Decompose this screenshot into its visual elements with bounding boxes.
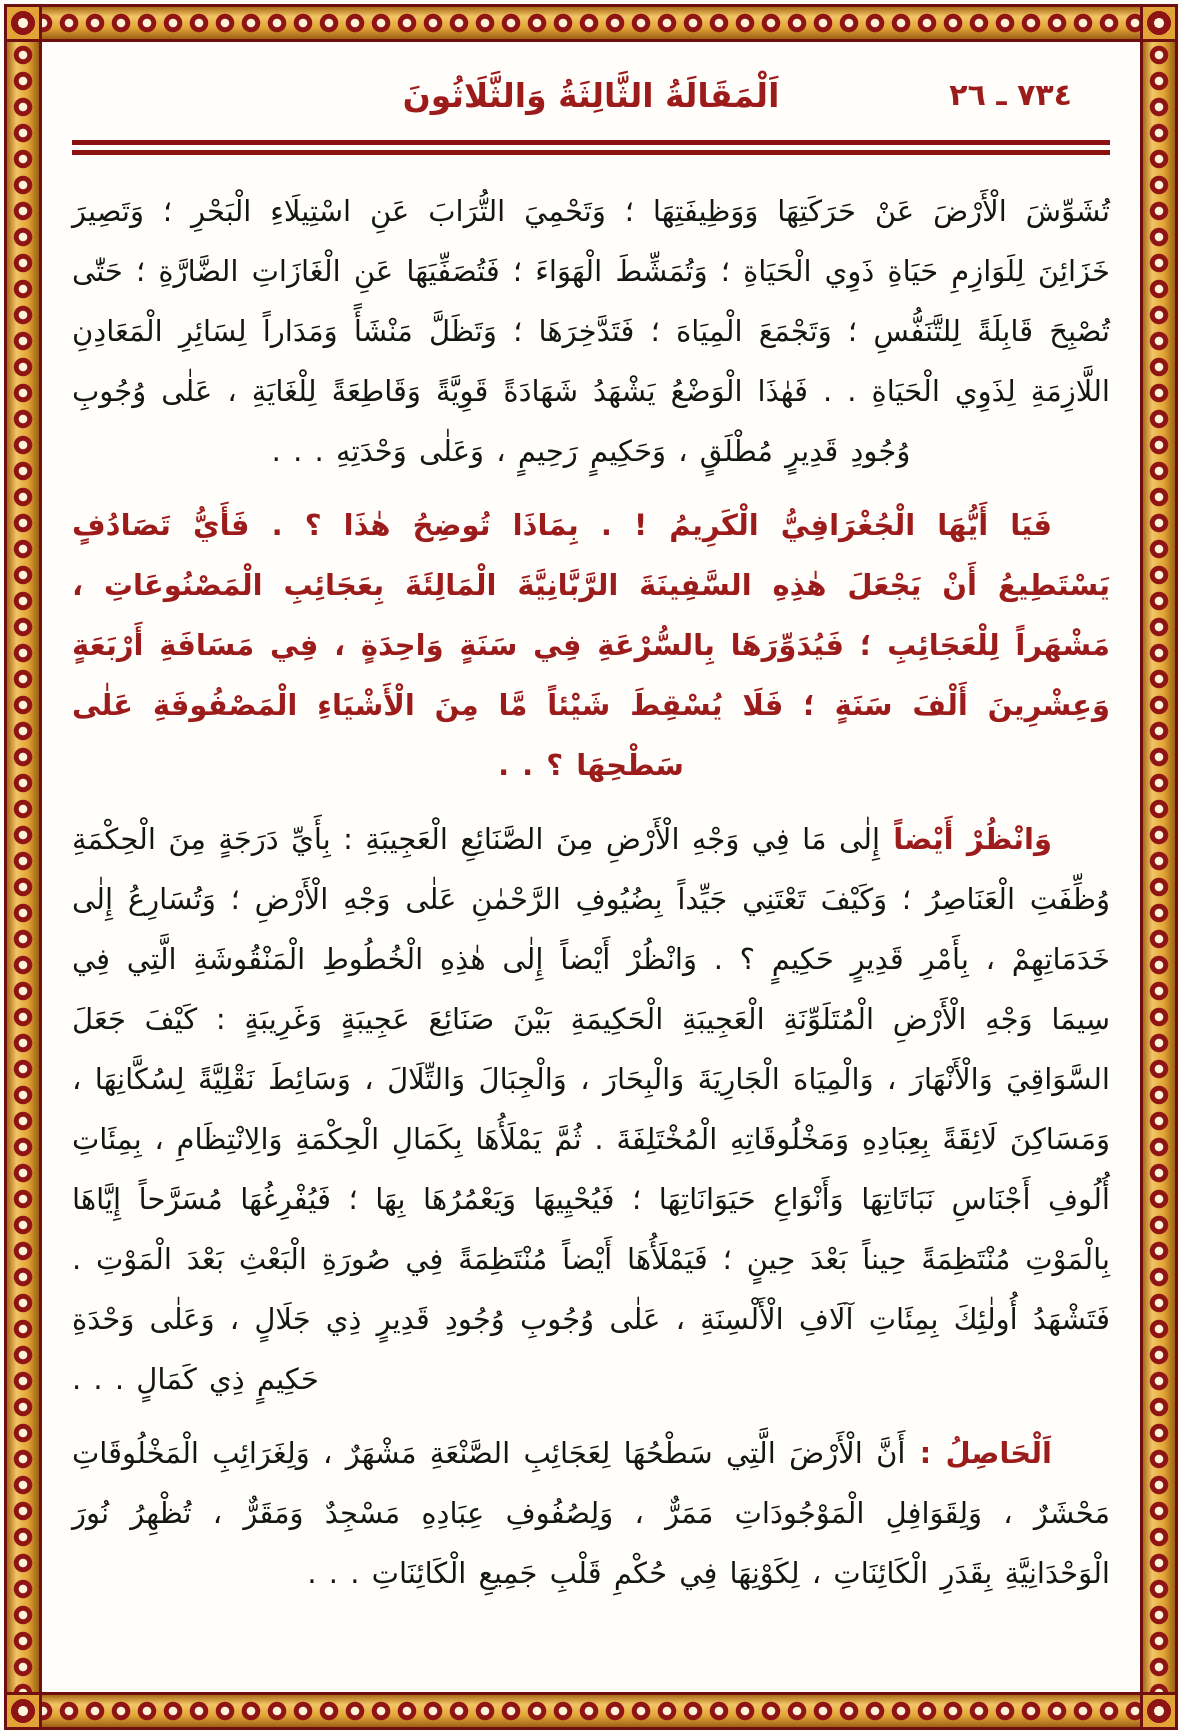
ornamental-corner-top-left [4, 4, 42, 42]
ornamental-border-top [4, 4, 1178, 42]
continuation-paragraph [72, 181, 1110, 481]
ornamental-border-bottom [4, 1692, 1178, 1730]
text-segment-red: وَانْظُرْ أَيْضاً [880, 822, 1052, 856]
text-segment-red: فَيَا أَيُّهَا الْجُغْرَافِيُّ الْكَرِيمُ ! . بِمَاذَا تُوضِحُ هٰذَا ؟ . فَأَيُّ تَصَادُفٍ يَسْتَطِيعُ أَنْ يَجْعَلَ هٰذِهِ السَّفِينَةَ الرَّبَّانِيَّةَ الْمَالِئَةَ بِعَجَائِبِ الْمَصْنُوعَاتِ ، مَشْهَراً لِلْعَجَائِبِ ؛ فَيُدَوِّرَهَا بِالسُّرْعَةِ فِي سَنَةٍ وَاحِدَةٍ ، فِي مَسَافَةِ أَرْبَعَةٍ وَعِشْرِينَ أَلْفَ سَنَةٍ ؛ فَلَا يُسْقِطَ شَيْئاً مَّا مِنَ الْأَشْيَاءِ الْمَصْفُوفَةِ عَلٰى سَطْحِهَا ؟ . . [72, 508, 1110, 782]
text-segment-black: تُشَوِّشَ الْأَرْضَ عَنْ حَرَكَتِهَا وَوَظِيفَتِهَا ؛ وَتَحْمِيَ التُّرَابَ عَنِ اسْتِيلَاءِ الْبَحْرِ ؛ وَتَصِيرَ خَزَائِنَ لِلَوَازِمِ حَيَاةِ ذَوِي الْحَيَاةِ ؛ وَتُمَشِّطَ الْهَوَاءَ ؛ فَتُصَفِّيَهَا عَنِ الْغَازَاتِ الضَّارَّةِ ؛ حَتّٰى تُصْبِحَ قَابِلَةً لِلتَّنَفُّسِ ؛ وَتَجْمَعَ الْمِيَاهَ ؛ فَتَدَّخِرَهَا ؛ وَتَظَلَّ مَنْشَأً وَمَدَاراً لِسَائِرِ الْمَعَادِنِ اللَّازِمَةِ لِذَوِي الْحَيَاةِ . . فَهٰذَا الْوَضْعُ يَشْهَدُ شَهَادَةً قَوِيَّةً وَقَاطِعَةً لِلْغَايَةِ ، عَلٰى وُجُوبِ وُجُودِ قَدِيرٍ مُطْلَقٍ ، وَحَكِيمٍ رَحِيمٍ ، وَعَلٰى وَحْدَتِهِ . . . [72, 194, 1110, 468]
ornamental-corner-bottom-left [4, 1692, 42, 1730]
text-segment-black: أَنَّ الْأَرْضَ الَّتِي سَطْحُهَا لِعَجَائِبِ الصَّنْعَةِ مَشْهَرٌ ، وَلِغَرَائِبِ الْمَخْلُوقَاتِ مَحْشَرٌ ، وَلِقَوَافِلِ الْمَوْجُودَاتِ مَمَرٌّ ، وَلِصُفُوفِ عِبَادِهِ مَسْجِدٌ وَمَقَرٌّ ، تُظْهِرُ نُورَ الْوَحْدَانِيَّةِ بِقَدَرِ الْكَائِنَاتِ ، لِكَوْنِهَا فِي حُكْمِ قَلْبِ جَمِيعِ الْكَائِنَاتِ . . . [72, 1436, 1110, 1590]
ornamental-corner-top-right [1140, 4, 1178, 42]
page-header [72, 64, 1110, 138]
conclusion-paragraph [72, 1423, 1110, 1603]
body-text [72, 181, 1110, 1603]
page-title: اَلْمَقَالَةُ الثَّالِثَةُ وَالثَّلَاثُونَ [402, 76, 780, 115]
header-divider-double-rule [72, 140, 1110, 155]
text-segment-red: اَلْحَاصِلُ : [905, 1436, 1052, 1470]
ornamental-border-right [1140, 42, 1178, 1692]
text-segment-black: إِلٰى مَا فِي وَجْهِ الْأَرْضِ مِنَ الصَّنَائِعِ الْعَجِيبَةِ : بِأَيِّ دَرَجَةٍ مِنَ الْحِكْمَةِ وُظِّفَتِ الْعَنَاصِرُ ؛ وَكَيْفَ تَعْتَنِي جَيِّداً بِضُيُوفِ الرَّحْمٰنِ عَلٰى وَجْهِ الْأَرْضِ ؛ وَتُسَارِعُ إِلٰى خَدَمَاتِهِمْ ، بِأَمْرِ قَدِيرٍ حَكِيمٍ ؟ . وَانْظُرْ أَيْضاً إِلٰى هٰذِهِ الْخُطُوطِ الْمَنْقُوشَةِ الَّتِي فِي سِيمَا وَجْهِ الْأَرْضِ الْمُتَلَوِّنَةِ الْعَجِيبَةِ الْحَكِيمَةِ بَيْنَ صَنَائِعَ عَجِيبَةٍ وَغَرِيبَةٍ : كَيْفَ جَعَلَ السَّوَاقِيَ وَالْأَنْهَارَ ، وَالْمِيَاهَ الْجَارِيَةَ وَالْبِحَارَ ، وَالْجِبَالَ وَالتِّلَالَ ، وَسَائِطَ نَقْلِيَّةً لِسُكَّانِهَا ، وَمَسَاكِنَ لَائِقَةً بِعِبَادِهِ وَمَخْلُوقَاتِهِ الْمُخْتَلِفَةَ . ثُمَّ يَمْلَأُهَا بِكَمَالِ الْحِكْمَةِ وَالِانْتِظَامِ ، بِمِئَاتِ أُلُوفِ أَجْنَاسِ نَبَاتَاتِهَا وَأَنْوَاعِ حَيَوَانَاتِهَا ؛ فَيُحْيِيهَا وَيَعْمُرُهَا بِهَا ؛ فَيُفْرِغُهَا مُسَرَّحاً إِيَّاهَا بِالْمَوْتِ مُنْتَظِمَةً حِيناً بَعْدَ حِينٍ ؛ فَيَمْلَأُهَا أَيْضاً مُنْتَظِمَةً فِي صُورَةِ الْبَعْثِ بَعْدَ الْمَوْتِ . فَتَشْهَدُ أُولٰئِكَ بِمِئَاتِ آلَافِ الْأَلْسِنَةِ ، عَلٰى وُجُوبِ وُجُودِ قَدِيرٍ ذِي جَلَالٍ ، وَعَلٰى وَحْدَةِ حَكِيمٍ ذِي كَمَالٍ . . . [72, 822, 1110, 1396]
observation-paragraph [72, 809, 1110, 1409]
page-number: ٧٣٤ ـ ٢٦ [949, 78, 1072, 113]
address-to-geographer-paragraph [72, 495, 1110, 795]
ornamental-border-left [4, 42, 42, 1692]
page-content [72, 64, 1110, 1678]
ornamental-corner-bottom-right [1140, 1692, 1178, 1730]
